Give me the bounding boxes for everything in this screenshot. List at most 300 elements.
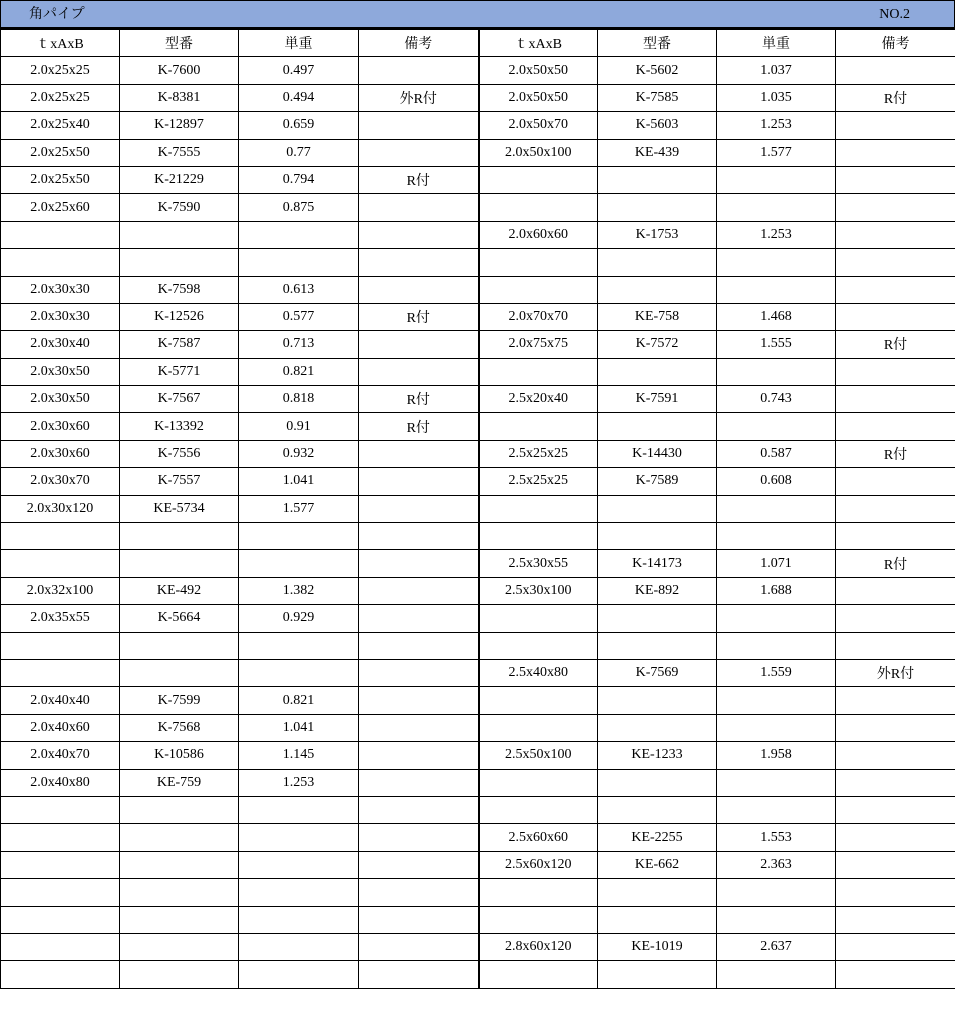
note-cell-right[interactable]	[836, 577, 955, 604]
size-cell-right[interactable]	[479, 796, 598, 823]
size-cell-right[interactable]: 2.5x60x60	[479, 824, 598, 851]
model-cell-right[interactable]: KE-892	[598, 577, 717, 604]
model-cell-left[interactable]: KE-759	[120, 769, 239, 796]
weight-cell-left[interactable]: 0.794	[239, 166, 359, 193]
note-cell-right[interactable]	[836, 824, 955, 851]
note-cell-left[interactable]: R付	[359, 166, 479, 193]
model-cell-right[interactable]: K-7591	[598, 386, 717, 413]
note-cell-right[interactable]	[836, 276, 955, 303]
model-cell-left[interactable]	[120, 933, 239, 960]
model-cell-right[interactable]	[598, 166, 717, 193]
size-cell-left[interactable]	[1, 961, 120, 988]
size-cell-right[interactable]	[479, 249, 598, 276]
note-cell-right[interactable]	[836, 933, 955, 960]
note-cell-left[interactable]	[359, 249, 479, 276]
model-cell-right[interactable]: KE-439	[598, 139, 717, 166]
weight-cell-right[interactable]: 1.688	[717, 577, 836, 604]
note-cell-right[interactable]: R付	[836, 440, 955, 467]
weight-cell-left[interactable]	[239, 550, 359, 577]
model-cell-right[interactable]: K-5603	[598, 112, 717, 139]
size-cell-right[interactable]	[479, 906, 598, 933]
note-cell-right[interactable]: R付	[836, 550, 955, 577]
model-cell-right[interactable]: K-7585	[598, 84, 717, 111]
weight-cell-left[interactable]	[239, 249, 359, 276]
model-cell-right[interactable]	[598, 796, 717, 823]
weight-cell-left[interactable]: 1.145	[239, 742, 359, 769]
model-cell-right[interactable]	[598, 194, 717, 221]
weight-cell-left[interactable]	[239, 632, 359, 659]
note-cell-left[interactable]	[359, 632, 479, 659]
header-note-left: 備考	[359, 30, 479, 57]
note-cell-left[interactable]	[359, 523, 479, 550]
weight-cell-right[interactable]	[717, 276, 836, 303]
size-cell-right[interactable]: 2.0x60x60	[479, 221, 598, 248]
weight-cell-right[interactable]: 1.559	[717, 659, 836, 686]
pipe-spec-table	[0, 29, 955, 989]
weight-cell-left[interactable]: 0.494	[239, 84, 359, 111]
size-cell-right[interactable]: 2.5x30x55	[479, 550, 598, 577]
note-cell-right[interactable]	[836, 112, 955, 139]
weight-cell-left[interactable]: 0.77	[239, 139, 359, 166]
size-cell-right[interactable]: 2.5x50x100	[479, 742, 598, 769]
note-cell-right[interactable]: R付	[836, 331, 955, 358]
model-cell-right[interactable]: K-14430	[598, 440, 717, 467]
weight-cell-right[interactable]	[717, 632, 836, 659]
weight-cell-left[interactable]	[239, 659, 359, 686]
weight-cell-right[interactable]	[717, 605, 836, 632]
model-cell-left[interactable]: K-7568	[120, 714, 239, 741]
weight-cell-left[interactable]	[239, 933, 359, 960]
size-cell-right[interactable]	[479, 495, 598, 522]
note-cell-right[interactable]	[836, 413, 955, 440]
size-cell-left[interactable]	[1, 851, 120, 878]
note-cell-left[interactable]	[359, 194, 479, 221]
model-cell-right[interactable]	[598, 906, 717, 933]
weight-cell-right[interactable]	[717, 194, 836, 221]
model-cell-left[interactable]	[120, 906, 239, 933]
table-row	[1, 933, 955, 960]
size-cell-right[interactable]: 2.0x50x70	[479, 112, 598, 139]
size-cell-left[interactable]: 2.0x40x40	[1, 687, 120, 714]
note-cell-left[interactable]: 外R付	[359, 84, 479, 111]
note-cell-left[interactable]	[359, 659, 479, 686]
size-cell-right[interactable]	[479, 961, 598, 988]
weight-cell-right[interactable]: 1.555	[717, 331, 836, 358]
size-cell-right[interactable]: 2.0x70x70	[479, 303, 598, 330]
note-cell-left[interactable]	[359, 57, 479, 84]
weight-cell-left[interactable]: 1.382	[239, 577, 359, 604]
weight-cell-left[interactable]: 0.875	[239, 194, 359, 221]
model-cell-right[interactable]: K-7572	[598, 331, 717, 358]
table-row	[1, 166, 955, 193]
model-cell-right[interactable]: KE-1233	[598, 742, 717, 769]
model-cell-left[interactable]: K-12897	[120, 112, 239, 139]
header-size-left: ｔxAxB	[1, 30, 120, 57]
weight-cell-left[interactable]: 0.91	[239, 413, 359, 440]
model-cell-right[interactable]	[598, 605, 717, 632]
size-cell-left[interactable]	[1, 933, 120, 960]
note-cell-right[interactable]	[836, 961, 955, 988]
model-cell-left[interactable]	[120, 659, 239, 686]
note-cell-left[interactable]	[359, 468, 479, 495]
size-cell-right[interactable]	[479, 769, 598, 796]
model-cell-right[interactable]	[598, 687, 717, 714]
weight-cell-left[interactable]: 0.929	[239, 605, 359, 632]
weight-cell-right[interactable]	[717, 961, 836, 988]
note-cell-left[interactable]	[359, 933, 479, 960]
weight-cell-right[interactable]: 1.037	[717, 57, 836, 84]
note-cell-right[interactable]	[836, 57, 955, 84]
model-cell-right[interactable]	[598, 632, 717, 659]
table-row	[1, 605, 955, 632]
size-cell-left[interactable]: 2.0x30x120	[1, 495, 120, 522]
note-cell-right[interactable]	[836, 468, 955, 495]
header-size-right: ｔxAxB	[479, 30, 598, 57]
weight-cell-right[interactable]: 1.958	[717, 742, 836, 769]
model-cell-right[interactable]	[598, 495, 717, 522]
note-cell-left[interactable]	[359, 851, 479, 878]
model-cell-left[interactable]: K-7600	[120, 57, 239, 84]
weight-cell-right[interactable]	[717, 249, 836, 276]
table-row	[1, 659, 955, 686]
note-cell-left[interactable]	[359, 769, 479, 796]
model-cell-right[interactable]: K-5602	[598, 57, 717, 84]
model-cell-right[interactable]	[598, 523, 717, 550]
model-cell-right[interactable]	[598, 714, 717, 741]
model-cell-left[interactable]: K-7557	[120, 468, 239, 495]
note-cell-right[interactable]	[836, 358, 955, 385]
model-cell-right[interactable]	[598, 879, 717, 906]
model-cell-left[interactable]: K-12526	[120, 303, 239, 330]
model-cell-left[interactable]	[120, 961, 239, 988]
note-cell-right[interactable]	[836, 139, 955, 166]
model-cell-left[interactable]	[120, 879, 239, 906]
size-cell-left[interactable]: 2.0x25x50	[1, 166, 120, 193]
note-cell-right[interactable]	[836, 249, 955, 276]
weight-cell-right[interactable]: 0.608	[717, 468, 836, 495]
model-cell-left[interactable]: K-8381	[120, 84, 239, 111]
size-cell-right[interactable]: 2.0x50x100	[479, 139, 598, 166]
note-cell-left[interactable]	[359, 605, 479, 632]
table-row	[1, 577, 955, 604]
note-cell-right[interactable]	[836, 687, 955, 714]
model-cell-right[interactable]	[598, 358, 717, 385]
size-cell-right[interactable]: 2.0x50x50	[479, 57, 598, 84]
weight-cell-left[interactable]	[239, 961, 359, 988]
table-row	[1, 468, 955, 495]
size-cell-left[interactable]: 2.0x30x60	[1, 440, 120, 467]
note-cell-left[interactable]	[359, 824, 479, 851]
note-cell-left[interactable]	[359, 440, 479, 467]
model-cell-left[interactable]: K-5771	[120, 358, 239, 385]
note-cell-left[interactable]	[359, 112, 479, 139]
table-row	[1, 796, 955, 823]
weight-cell-right[interactable]	[717, 523, 836, 550]
model-cell-left[interactable]	[120, 523, 239, 550]
note-cell-right[interactable]	[836, 221, 955, 248]
note-cell-right[interactable]	[836, 194, 955, 221]
size-cell-right[interactable]: 2.5x20x40	[479, 386, 598, 413]
model-cell-right[interactable]	[598, 276, 717, 303]
model-cell-left[interactable]: K-7555	[120, 139, 239, 166]
note-cell-left[interactable]	[359, 906, 479, 933]
header-note-right: 備考	[836, 30, 955, 57]
size-cell-left[interactable]: 2.0x40x70	[1, 742, 120, 769]
weight-cell-left[interactable]: 0.613	[239, 276, 359, 303]
size-cell-right[interactable]	[479, 276, 598, 303]
weight-cell-right[interactable]: 0.743	[717, 386, 836, 413]
size-cell-left[interactable]: 2.0x30x50	[1, 386, 120, 413]
weight-cell-right[interactable]	[717, 769, 836, 796]
size-cell-right[interactable]	[479, 413, 598, 440]
model-cell-left[interactable]: KE-5734	[120, 495, 239, 522]
weight-cell-left[interactable]	[239, 523, 359, 550]
weight-cell-right[interactable]: 1.035	[717, 84, 836, 111]
table-row	[1, 84, 955, 111]
size-cell-left[interactable]: 2.0x30x40	[1, 331, 120, 358]
header-weight-left: 単重	[239, 30, 359, 57]
size-cell-right[interactable]: 2.5x60x120	[479, 851, 598, 878]
size-cell-left[interactable]: 2.0x30x50	[1, 358, 120, 385]
size-cell-left[interactable]: 2.0x25x25	[1, 84, 120, 111]
size-cell-right[interactable]: 2.5x40x80	[479, 659, 598, 686]
model-cell-left[interactable]	[120, 550, 239, 577]
size-cell-left[interactable]: 2.0x25x40	[1, 112, 120, 139]
model-cell-right[interactable]	[598, 961, 717, 988]
note-cell-left[interactable]	[359, 714, 479, 741]
model-cell-left[interactable]: K-7567	[120, 386, 239, 413]
weight-cell-right[interactable]: 2.637	[717, 933, 836, 960]
model-cell-right[interactable]	[598, 249, 717, 276]
weight-cell-left[interactable]: 1.041	[239, 468, 359, 495]
weight-cell-right[interactable]	[717, 358, 836, 385]
weight-cell-right[interactable]	[717, 166, 836, 193]
table-row	[1, 495, 955, 522]
model-cell-left[interactable]	[120, 632, 239, 659]
model-cell-right[interactable]: KE-2255	[598, 824, 717, 851]
model-cell-left[interactable]: K-13392	[120, 413, 239, 440]
size-cell-left[interactable]	[1, 824, 120, 851]
weight-cell-left[interactable]: 0.818	[239, 386, 359, 413]
note-cell-right[interactable]	[836, 632, 955, 659]
table-row	[1, 687, 955, 714]
model-cell-right[interactable]	[598, 413, 717, 440]
weight-cell-right[interactable]	[717, 714, 836, 741]
size-cell-left[interactable]: 2.0x30x60	[1, 413, 120, 440]
table-row	[1, 358, 955, 385]
table-row	[1, 742, 955, 769]
size-cell-right[interactable]	[479, 687, 598, 714]
note-cell-right[interactable]: 外R付	[836, 659, 955, 686]
model-cell-left[interactable]	[120, 221, 239, 248]
weight-cell-left[interactable]: 0.713	[239, 331, 359, 358]
size-cell-left[interactable]	[1, 249, 120, 276]
model-cell-left[interactable]	[120, 824, 239, 851]
size-cell-left[interactable]: 2.0x30x30	[1, 303, 120, 330]
weight-cell-left[interactable]	[239, 906, 359, 933]
model-cell-right[interactable]: KE-758	[598, 303, 717, 330]
weight-cell-right[interactable]: 1.071	[717, 550, 836, 577]
note-cell-right[interactable]	[836, 851, 955, 878]
note-cell-right[interactable]	[836, 796, 955, 823]
weight-cell-right[interactable]	[717, 413, 836, 440]
note-cell-right[interactable]	[836, 742, 955, 769]
table-row	[1, 386, 955, 413]
table-header-row	[1, 30, 955, 57]
weight-cell-left[interactable]: 0.659	[239, 112, 359, 139]
model-cell-left[interactable]: K-7556	[120, 440, 239, 467]
model-cell-right[interactable]	[598, 769, 717, 796]
note-cell-right[interactable]	[836, 495, 955, 522]
note-cell-right[interactable]	[836, 303, 955, 330]
weight-cell-right[interactable]: 1.253	[717, 221, 836, 248]
weight-cell-left[interactable]	[239, 851, 359, 878]
page-number: NO.2	[879, 7, 910, 22]
note-cell-left[interactable]	[359, 687, 479, 714]
table-row	[1, 112, 955, 139]
model-cell-left[interactable]	[120, 249, 239, 276]
model-cell-left[interactable]	[120, 796, 239, 823]
size-cell-left[interactable]: 2.0x40x80	[1, 769, 120, 796]
model-cell-left[interactable]: K-5664	[120, 605, 239, 632]
size-cell-right[interactable]: 2.0x50x50	[479, 84, 598, 111]
weight-cell-right[interactable]	[717, 906, 836, 933]
weight-cell-right[interactable]	[717, 495, 836, 522]
model-cell-left[interactable]: K-7590	[120, 194, 239, 221]
size-cell-left[interactable]: 2.0x32x100	[1, 577, 120, 604]
weight-cell-left[interactable]: 0.821	[239, 687, 359, 714]
size-cell-right[interactable]	[479, 358, 598, 385]
size-cell-right[interactable]	[479, 166, 598, 193]
model-cell-left[interactable]: KE-492	[120, 577, 239, 604]
note-cell-left[interactable]	[359, 331, 479, 358]
model-cell-right[interactable]: K-14173	[598, 550, 717, 577]
weight-cell-right[interactable]	[717, 879, 836, 906]
size-cell-left[interactable]: 2.0x25x25	[1, 57, 120, 84]
size-cell-right[interactable]: 2.5x30x100	[479, 577, 598, 604]
table-row	[1, 714, 955, 741]
note-cell-right[interactable]: R付	[836, 84, 955, 111]
size-cell-left[interactable]	[1, 221, 120, 248]
weight-cell-left[interactable]	[239, 221, 359, 248]
size-cell-right[interactable]: 2.0x75x75	[479, 331, 598, 358]
note-cell-right[interactable]	[836, 605, 955, 632]
size-cell-left[interactable]: 2.0x35x55	[1, 605, 120, 632]
note-cell-left[interactable]	[359, 139, 479, 166]
weight-cell-left[interactable]: 1.253	[239, 769, 359, 796]
size-cell-left[interactable]	[1, 906, 120, 933]
weight-cell-right[interactable]: 1.577	[717, 139, 836, 166]
weight-cell-left[interactable]	[239, 796, 359, 823]
size-cell-left[interactable]	[1, 659, 120, 686]
weight-cell-left[interactable]: 0.577	[239, 303, 359, 330]
table-row	[1, 440, 955, 467]
size-cell-right[interactable]: 2.5x25x25	[479, 440, 598, 467]
note-cell-right[interactable]	[836, 879, 955, 906]
size-cell-left[interactable]: 2.0x25x60	[1, 194, 120, 221]
note-cell-left[interactable]: R付	[359, 413, 479, 440]
weight-cell-left[interactable]: 1.577	[239, 495, 359, 522]
note-cell-left[interactable]	[359, 796, 479, 823]
note-cell-right[interactable]	[836, 714, 955, 741]
weight-cell-right[interactable]: 1.253	[717, 112, 836, 139]
table-row	[1, 194, 955, 221]
size-cell-left[interactable]: 2.0x30x30	[1, 276, 120, 303]
size-cell-right[interactable]	[479, 605, 598, 632]
note-cell-left[interactable]: R付	[359, 386, 479, 413]
size-cell-right[interactable]: 2.8x60x120	[479, 933, 598, 960]
size-cell-left[interactable]	[1, 879, 120, 906]
weight-cell-left[interactable]: 1.041	[239, 714, 359, 741]
note-cell-left[interactable]	[359, 550, 479, 577]
size-cell-left[interactable]	[1, 796, 120, 823]
weight-cell-left[interactable]: 0.497	[239, 57, 359, 84]
size-cell-right[interactable]	[479, 632, 598, 659]
note-cell-right[interactable]	[836, 523, 955, 550]
weight-cell-right[interactable]	[717, 796, 836, 823]
weight-cell-left[interactable]: 0.821	[239, 358, 359, 385]
note-cell-right[interactable]	[836, 386, 955, 413]
weight-cell-right[interactable]	[717, 687, 836, 714]
size-cell-right[interactable]: 2.5x25x25	[479, 468, 598, 495]
weight-cell-left[interactable]	[239, 824, 359, 851]
size-cell-right[interactable]	[479, 879, 598, 906]
size-cell-right[interactable]	[479, 523, 598, 550]
note-cell-left[interactable]	[359, 495, 479, 522]
table-row	[1, 303, 955, 330]
note-cell-right[interactable]	[836, 906, 955, 933]
note-cell-left[interactable]: R付	[359, 303, 479, 330]
sheet-title: 角パイプ	[29, 7, 85, 22]
note-cell-left[interactable]	[359, 879, 479, 906]
size-cell-left[interactable]	[1, 632, 120, 659]
size-cell-left[interactable]: 2.0x25x50	[1, 139, 120, 166]
note-cell-left[interactable]	[359, 742, 479, 769]
size-cell-right[interactable]	[479, 194, 598, 221]
weight-cell-right[interactable]: 1.468	[717, 303, 836, 330]
model-cell-left[interactable]: K-7587	[120, 331, 239, 358]
model-cell-left[interactable]: K-10586	[120, 742, 239, 769]
note-cell-left[interactable]	[359, 577, 479, 604]
model-cell-right[interactable]: K-7569	[598, 659, 717, 686]
size-cell-left[interactable]: 2.0x30x70	[1, 468, 120, 495]
size-cell-left[interactable]	[1, 550, 120, 577]
model-cell-left[interactable]: K-7598	[120, 276, 239, 303]
weight-cell-right[interactable]: 1.553	[717, 824, 836, 851]
note-cell-left[interactable]	[359, 358, 479, 385]
weight-cell-right[interactable]: 2.363	[717, 851, 836, 878]
weight-cell-left[interactable]: 0.932	[239, 440, 359, 467]
size-cell-left[interactable]	[1, 523, 120, 550]
model-cell-left[interactable]	[120, 851, 239, 878]
note-cell-right[interactable]	[836, 769, 955, 796]
model-cell-right[interactable]: K-7589	[598, 468, 717, 495]
note-cell-left[interactable]	[359, 276, 479, 303]
note-cell-left[interactable]	[359, 961, 479, 988]
model-cell-left[interactable]: K-7599	[120, 687, 239, 714]
note-cell-left[interactable]	[359, 221, 479, 248]
model-cell-right[interactable]: KE-662	[598, 851, 717, 878]
size-cell-left[interactable]: 2.0x40x60	[1, 714, 120, 741]
weight-cell-right[interactable]: 0.587	[717, 440, 836, 467]
model-cell-left[interactable]: K-21229	[120, 166, 239, 193]
size-cell-right[interactable]	[479, 714, 598, 741]
model-cell-right[interactable]: KE-1019	[598, 933, 717, 960]
sheet-title-bar	[0, 0, 955, 29]
weight-cell-left[interactable]	[239, 879, 359, 906]
note-cell-right[interactable]	[836, 166, 955, 193]
model-cell-right[interactable]: K-1753	[598, 221, 717, 248]
